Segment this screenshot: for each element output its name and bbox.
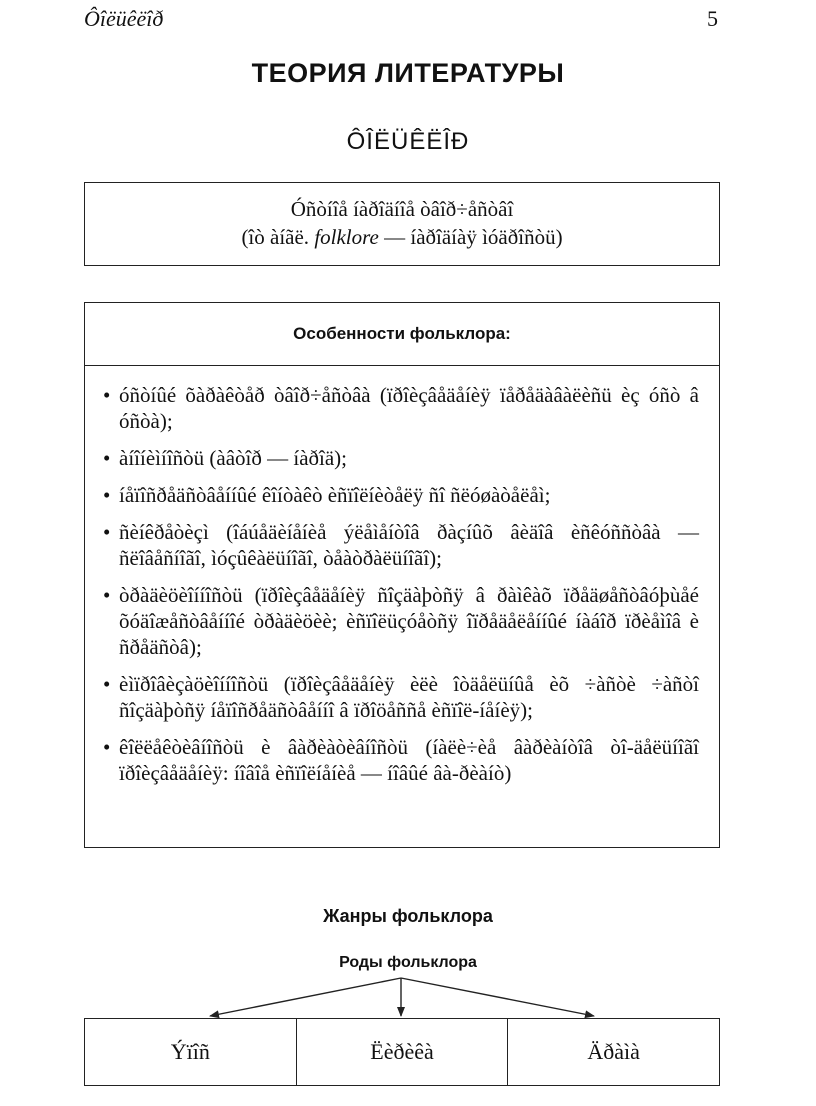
arrow-right [401,978,594,1016]
definition-term: folklore [314,225,379,249]
bullet-icon: • [103,383,111,407]
bullet-icon: • [103,672,111,696]
page-number: 5 [707,6,718,31]
list-item-text: àíîíèìíîñòü (àâòîð — íàðîä); [119,446,348,470]
kinds-title: Роды фольклора [339,954,477,971]
list-item-text: êîëëåêòèâíîñòü è âàðèàòèâíîñòü (íàëè÷èå âàðèàíòîâ òî-äåëüíîãî ïðîèçâåäåíèÿ: íîâîå èñïîëíåíèå — íîâûé âà-ðèàíò) [119,735,699,785]
list-item-text: òðàäèöèîííîñòü (ïðîèçâåäåíèÿ ñîçäàþòñÿ â ðàìêàõ ïðåäøåñòâóþùåé õóäîæåñòâåííîé òðàäèöèè; èñïîëüçóåòñÿ îïðåäåëåííûé íàáîð ïðèåìîâ è ñðåäñòâ); [119,583,699,659]
kinds-cell-epic: Ýïîñ [170,1039,210,1064]
definition-prefix: (îò àíãë. [241,225,315,249]
definition-suffix: — íàðîäíàÿ ìóäðîñòü) [378,225,563,249]
bullet-icon: • [103,735,111,759]
arrow-left [210,978,401,1016]
features-heading: Особенности фольклора: [85,303,719,366]
list-item-text: óñòíûé õàðàêòåð òâîð÷åñòâà (ïðîèçâåäåíèÿ ïåðåäàâàëèñü èç óñò â óñòà); [119,383,699,433]
kinds-cell-lyric: Ëèðèêà [296,1019,508,1085]
section-subtitle: ÔÎËÜÊËÎÐ [346,128,470,155]
bullet-icon: • [103,446,111,470]
list-item-text: íåïîñðåäñòâåííûé êîíòàêò èñïîëíèòåëÿ ñî ñëóøàòåëåì; [119,483,551,507]
definition-line-1: Óñòíîå íàðîäíîå òâîð÷åñòâî [290,197,514,221]
kinds-cell-drama: Äðàìà [507,1019,719,1085]
page-title: ТЕОРИЯ ЛИТЕРАТУРЫ [251,58,565,88]
list-item-text: ñèíêðåòèçì (îáúåäèíåíèå ýëåìåíòîâ ðàçíûõ âèäîâ èñêóññòâà — ñëîâåñíîãî, ìóçûêàëüíîãî, òåàòðàëüíîãî); [119,520,699,570]
genres-title: Жанры фольклора [323,906,493,926]
list-item-text: èìïðîâèçàöèîííîñòü (ïðîèçâåäåíèÿ èëè îòäåëüíûå èõ ÷àñòè ÷àñòî ñîçäàþòñÿ íåïîñðåäñòâåííî â ïðîöåññå èñïîë-íåíèÿ); [119,672,699,722]
bullet-icon: • [103,583,111,607]
running-head: Ôîëüêëîð [84,6,164,31]
bullet-icon: • [103,483,111,507]
bullet-icon: • [103,520,111,544]
kinds-table [84,1018,720,1086]
